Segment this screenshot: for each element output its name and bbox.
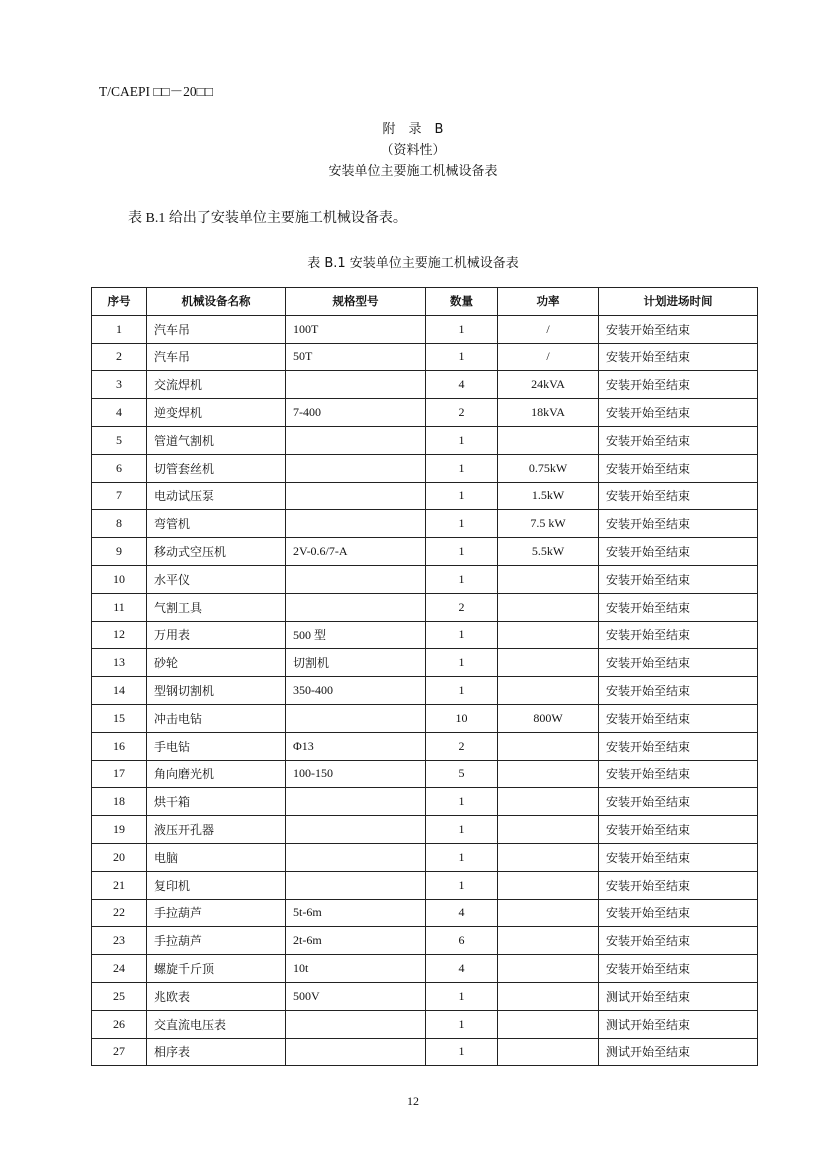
cell-spec: 500 型 (286, 621, 426, 649)
cell-name: 型钢切割机 (147, 677, 286, 705)
cell-no: 3 (92, 371, 147, 399)
cell-no: 6 (92, 454, 147, 482)
cell-no: 23 (92, 927, 147, 955)
cell-power (498, 899, 599, 927)
cell-name: 切管套丝机 (147, 454, 286, 482)
cell-no: 8 (92, 510, 147, 538)
appendix-nature: （资料性） (380, 143, 446, 158)
cell-power (498, 927, 599, 955)
cell-name: 相序表 (147, 1038, 286, 1066)
cell-time: 安装开始至结束 (599, 343, 758, 371)
cell-name: 汽车吊 (147, 315, 286, 343)
cell-spec: 2V-0.6/7-A (286, 538, 426, 566)
cell-name: 气割工具 (147, 593, 286, 621)
cell-no: 16 (92, 732, 147, 760)
cell-spec (286, 1038, 426, 1066)
cell-spec (286, 843, 426, 871)
cell-no: 2 (92, 343, 147, 371)
table-row (92, 871, 758, 899)
cell-name: 手拉葫芦 (147, 899, 286, 927)
cell-qty: 1 (426, 1010, 498, 1038)
cell-qty: 1 (426, 871, 498, 899)
cell-name: 兆欧表 (147, 982, 286, 1010)
cell-time: 安装开始至结束 (599, 927, 758, 955)
cell-time: 安装开始至结束 (599, 399, 758, 427)
cell-name: 管道气割机 (147, 426, 286, 454)
table-row (92, 565, 758, 593)
cell-qty: 1 (426, 426, 498, 454)
cell-no: 27 (92, 1038, 147, 1066)
cell-spec (286, 1010, 426, 1038)
table-row (92, 343, 758, 371)
table-row (92, 677, 758, 705)
cell-no: 24 (92, 955, 147, 983)
cell-spec: 100-150 (286, 760, 426, 788)
table-row (92, 843, 758, 871)
cell-power: 800W (498, 704, 599, 732)
cell-name: 冲击电钻 (147, 704, 286, 732)
cell-qty: 1 (426, 982, 498, 1010)
cell-qty: 1 (426, 454, 498, 482)
cell-power: 0.75kW (498, 454, 599, 482)
cell-time: 安装开始至结束 (599, 426, 758, 454)
cell-time: 安装开始至结束 (599, 677, 758, 705)
cell-spec (286, 704, 426, 732)
cell-qty: 1 (426, 315, 498, 343)
page-number: 12 (407, 1094, 419, 1108)
cell-qty: 1 (426, 565, 498, 593)
cell-name: 砂轮 (147, 649, 286, 677)
cell-power (498, 955, 599, 983)
cell-time: 安装开始至结束 (599, 760, 758, 788)
table-caption: 表 B.1 安装单位主要施工机械设备表 (307, 256, 519, 271)
cell-time: 安装开始至结束 (599, 621, 758, 649)
cell-power (498, 621, 599, 649)
table-row (92, 788, 758, 816)
cell-name: 汽车吊 (147, 343, 286, 371)
cell-name: 螺旋千斤顶 (147, 955, 286, 983)
cell-power (498, 426, 599, 454)
cell-qty: 1 (426, 343, 498, 371)
cell-power (498, 982, 599, 1010)
cell-no: 18 (92, 788, 147, 816)
table-row (92, 649, 758, 677)
cell-qty: 1 (426, 677, 498, 705)
table-row (92, 816, 758, 844)
cell-time: 安装开始至结束 (599, 899, 758, 927)
cell-no: 9 (92, 538, 147, 566)
cell-no: 17 (92, 760, 147, 788)
cell-spec: 10t (286, 955, 426, 983)
table-header-row (92, 288, 758, 316)
cell-no: 22 (92, 899, 147, 927)
cell-power (498, 593, 599, 621)
cell-name: 烘干箱 (147, 788, 286, 816)
cell-power: 1.5kW (498, 482, 599, 510)
cell-name: 手拉葫芦 (147, 927, 286, 955)
cell-time: 安装开始至结束 (599, 788, 758, 816)
cell-time: 安装开始至结束 (599, 565, 758, 593)
equipment-table (91, 287, 758, 1066)
cell-power: 24kVA (498, 371, 599, 399)
cell-power (498, 677, 599, 705)
cell-spec: 50T (286, 343, 426, 371)
cell-name: 复印机 (147, 871, 286, 899)
cell-time: 安装开始至结束 (599, 510, 758, 538)
table-row (92, 399, 758, 427)
cell-spec: 5t-6m (286, 899, 426, 927)
cell-time: 安装开始至结束 (599, 371, 758, 399)
cell-name: 液压开孔器 (147, 816, 286, 844)
column-header-qty: 数量 (426, 288, 498, 316)
cell-spec (286, 788, 426, 816)
table-row (92, 371, 758, 399)
cell-no: 15 (92, 704, 147, 732)
cell-time: 安装开始至结束 (599, 315, 758, 343)
cell-name: 手电钻 (147, 732, 286, 760)
cell-name: 交直流电压表 (147, 1010, 286, 1038)
cell-name: 逆变焊机 (147, 399, 286, 427)
cell-name: 电脑 (147, 843, 286, 871)
cell-name: 移动式空压机 (147, 538, 286, 566)
cell-spec (286, 565, 426, 593)
cell-time: 安装开始至结束 (599, 955, 758, 983)
table-row (92, 760, 758, 788)
table-row (92, 315, 758, 343)
cell-qty: 4 (426, 955, 498, 983)
cell-time: 安装开始至结束 (599, 482, 758, 510)
cell-spec (286, 371, 426, 399)
intro-paragraph: 表 B.1 给出了安装单位主要施工机械设备表。 (128, 211, 407, 226)
cell-time: 安装开始至结束 (599, 816, 758, 844)
cell-name: 弯管机 (147, 510, 286, 538)
cell-power (498, 649, 599, 677)
cell-spec (286, 426, 426, 454)
cell-spec (286, 482, 426, 510)
cell-spec: 350-400 (286, 677, 426, 705)
cell-spec (286, 510, 426, 538)
cell-spec (286, 816, 426, 844)
cell-qty: 1 (426, 843, 498, 871)
cell-power (498, 788, 599, 816)
cell-time: 安装开始至结束 (599, 454, 758, 482)
cell-qty: 1 (426, 1038, 498, 1066)
cell-power: 7.5 kW (498, 510, 599, 538)
cell-power: 18kVA (498, 399, 599, 427)
cell-no: 12 (92, 621, 147, 649)
cell-spec: 7-400 (286, 399, 426, 427)
table-row (92, 538, 758, 566)
cell-power (498, 843, 599, 871)
cell-spec: 500V (286, 982, 426, 1010)
cell-no: 13 (92, 649, 147, 677)
table-row (92, 1038, 758, 1066)
cell-spec: Φ13 (286, 732, 426, 760)
cell-qty: 2 (426, 732, 498, 760)
cell-qty: 1 (426, 538, 498, 566)
table-row (92, 593, 758, 621)
cell-no: 21 (92, 871, 147, 899)
cell-power (498, 1038, 599, 1066)
cell-spec: 100T (286, 315, 426, 343)
cell-spec (286, 871, 426, 899)
cell-power (498, 816, 599, 844)
cell-time: 测试开始至结束 (599, 1010, 758, 1038)
cell-time: 安装开始至结束 (599, 871, 758, 899)
column-header-time: 计划进场时间 (599, 288, 758, 316)
cell-time: 安装开始至结束 (599, 593, 758, 621)
column-header-power: 功率 (498, 288, 599, 316)
cell-time: 安装开始至结束 (599, 732, 758, 760)
cell-name: 交流焊机 (147, 371, 286, 399)
column-header-spec: 规格型号 (286, 288, 426, 316)
cell-name: 万用表 (147, 621, 286, 649)
cell-power: / (498, 315, 599, 343)
table-row (92, 955, 758, 983)
cell-power (498, 1010, 599, 1038)
cell-qty: 4 (426, 371, 498, 399)
cell-no: 20 (92, 843, 147, 871)
cell-qty: 4 (426, 899, 498, 927)
cell-spec: 切割机 (286, 649, 426, 677)
table-row (92, 899, 758, 927)
table-row (92, 482, 758, 510)
cell-no: 19 (92, 816, 147, 844)
cell-no: 7 (92, 482, 147, 510)
table-row (92, 982, 758, 1010)
cell-qty: 1 (426, 816, 498, 844)
cell-power (498, 732, 599, 760)
cell-no: 1 (92, 315, 147, 343)
cell-no: 26 (92, 1010, 147, 1038)
column-header-name: 机械设备名称 (147, 288, 286, 316)
cell-qty: 1 (426, 788, 498, 816)
cell-name: 角向磨光机 (147, 760, 286, 788)
appendix-subtitle: 安装单位主要施工机械设备表 (328, 164, 498, 179)
table-row (92, 732, 758, 760)
cell-no: 4 (92, 399, 147, 427)
cell-name: 水平仪 (147, 565, 286, 593)
cell-spec (286, 454, 426, 482)
cell-time: 测试开始至结束 (599, 982, 758, 1010)
table-row (92, 1010, 758, 1038)
cell-qty: 5 (426, 760, 498, 788)
cell-power (498, 760, 599, 788)
table-row (92, 927, 758, 955)
cell-time: 安装开始至结束 (599, 649, 758, 677)
cell-no: 10 (92, 565, 147, 593)
cell-qty: 6 (426, 927, 498, 955)
cell-qty: 2 (426, 593, 498, 621)
table-row (92, 454, 758, 482)
table-row (92, 621, 758, 649)
cell-power: 5.5kW (498, 538, 599, 566)
cell-power (498, 871, 599, 899)
cell-qty: 1 (426, 649, 498, 677)
cell-name: 电动试压泵 (147, 482, 286, 510)
cell-no: 14 (92, 677, 147, 705)
cell-qty: 2 (426, 399, 498, 427)
cell-no: 5 (92, 426, 147, 454)
cell-no: 11 (92, 593, 147, 621)
cell-time: 测试开始至结束 (599, 1038, 758, 1066)
appendix-title: 附 录 B (382, 122, 444, 137)
cell-qty: 1 (426, 621, 498, 649)
cell-qty: 10 (426, 704, 498, 732)
cell-qty: 1 (426, 510, 498, 538)
table-row (92, 426, 758, 454)
cell-power: / (498, 343, 599, 371)
table-row (92, 704, 758, 732)
cell-power (498, 565, 599, 593)
cell-spec (286, 593, 426, 621)
cell-time: 安装开始至结束 (599, 538, 758, 566)
cell-time: 安装开始至结束 (599, 843, 758, 871)
cell-qty: 1 (426, 482, 498, 510)
column-header-no: 序号 (92, 288, 147, 316)
table-row (92, 510, 758, 538)
table-body (92, 315, 758, 1066)
cell-no: 25 (92, 982, 147, 1010)
document-code: T/CAEPI □□－20□□ (99, 84, 213, 99)
cell-time: 安装开始至结束 (599, 704, 758, 732)
cell-spec: 2t-6m (286, 927, 426, 955)
